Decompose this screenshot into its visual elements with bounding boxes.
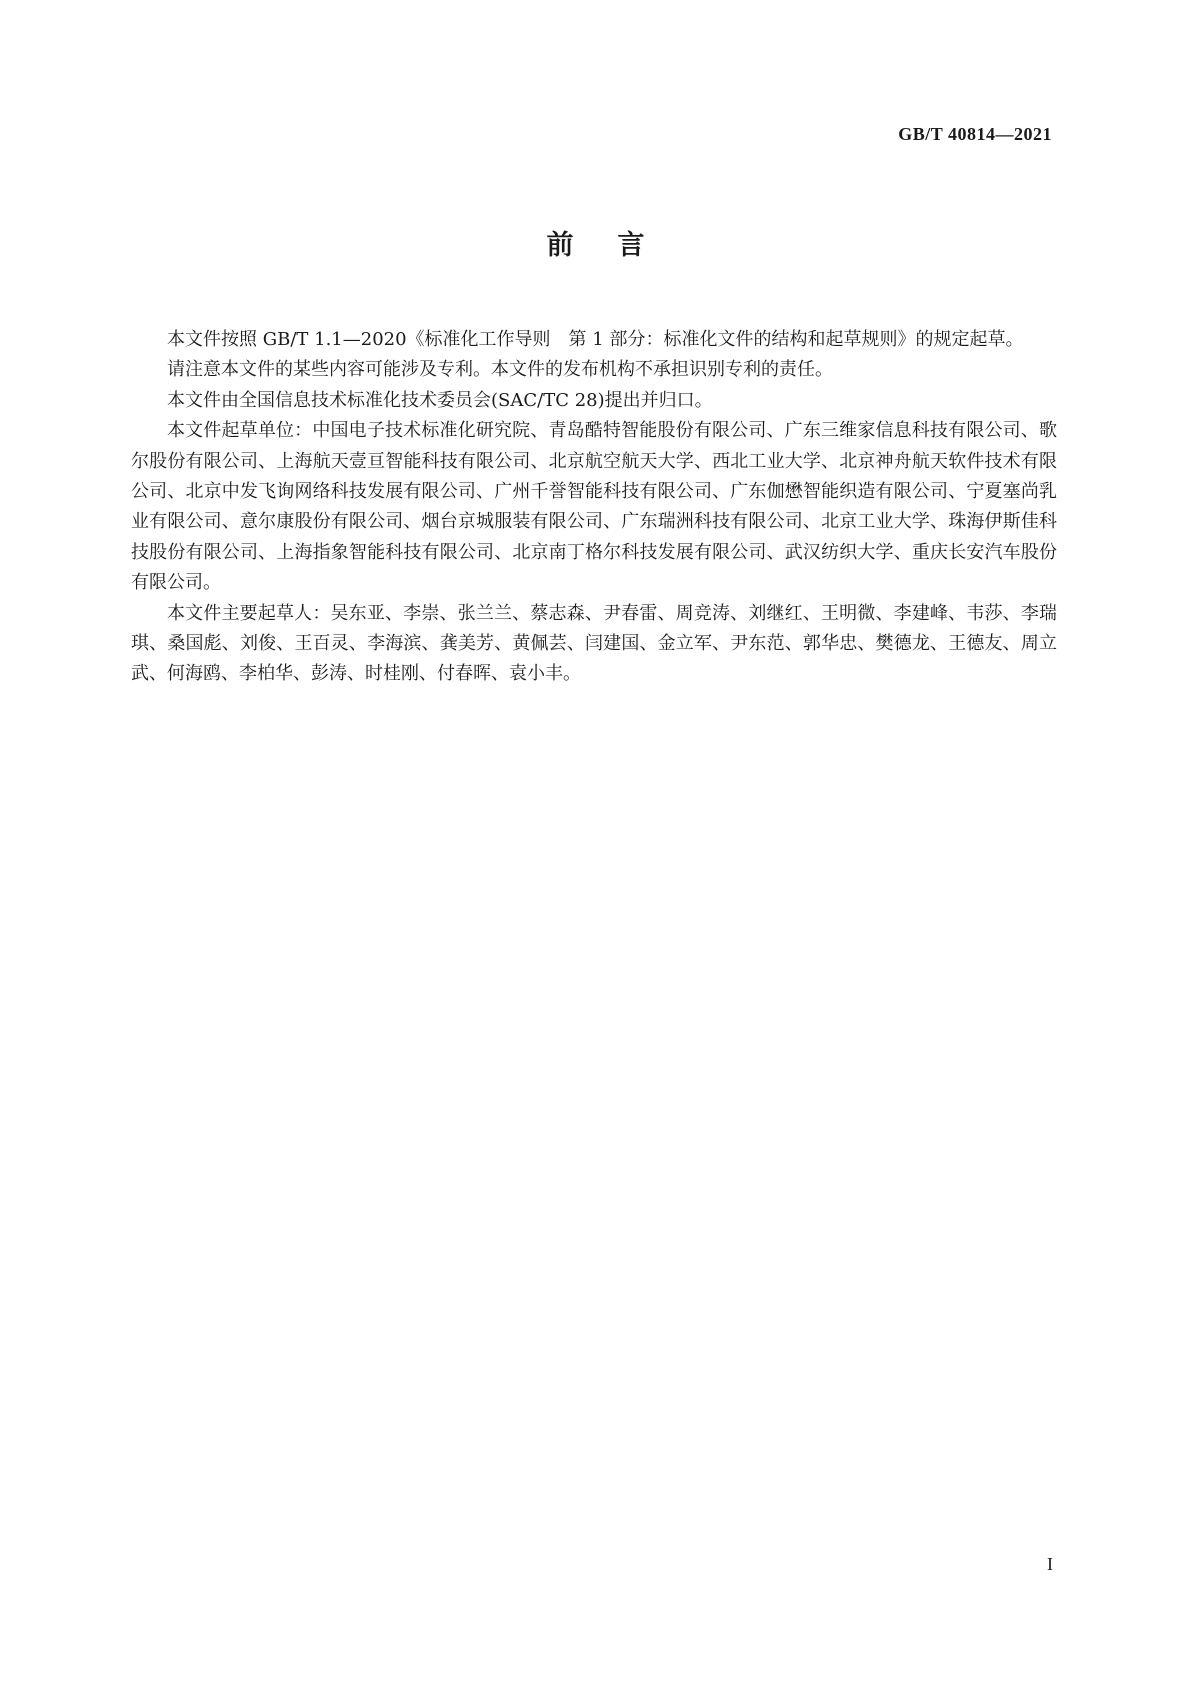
paragraph-patent-notice: 请注意本文件的某些内容可能涉及专利。本文件的发布机构不承担识别专利的责任。 (167, 359, 833, 381)
paragraph-proposer: 本文件由全国信息技术标准化技术委员会(SAC/TC 28)提出并归口。 (167, 389, 713, 411)
page-number: I (1047, 1554, 1053, 1574)
paragraph-drafting-rules: 本文件按照 GB/T 1.1—2020《标准化工作导则 第 1 部分：标准化文件的结构和起草规则》的规定起草。 (167, 329, 1024, 350)
standard-number: GB/T 40814—2021 (898, 124, 1052, 144)
paragraph-drafting-units: 本文件起草单位：中国电子技术标准化研究院、青岛酷特智能股份有限公司、广东三维家信息科技有限公司、歌尔股份有限公司、上海航天壹亘智能科技有限公司、北京航空航天大学、西北工业大学、北京神舟航天软件技术有限公司、北京中发飞询网络科技发展有限公司、广州千誉智能科技有限公司、广东伽懋智能织造有限公司、宁夏塞尚乳业有限公司、意尔康股份有限公司、烟台京城服装有限公司、广东瑞洲科技有限公司、北京工业大学、珠海伊斯佳科技股份有限公司、上海指象智能科技有限公司、北京南丁格尔科技发展有限公司、武汉纺织大学、重庆长安汽车股份有限公司。 (131, 420, 1057, 594)
foreword-body (131, 325, 1057, 690)
paragraph-drafters: 本文件主要起草人：吴东亚、李崇、张兰兰、蔡志森、尹春雷、周竞涛、刘继红、王明微、李建峰、韦莎、李瑞琪、桑国彪、刘俊、王百灵、李海滨、龚美芳、黄佩芸、闫建国、金立军、尹东范、郭华忠、樊德龙、王德友、周立武、何海鸥、李柏华、彭涛、时桂刚、付春晖、袁小丰。 (131, 602, 1057, 685)
page-title: 前言 (546, 230, 689, 261)
